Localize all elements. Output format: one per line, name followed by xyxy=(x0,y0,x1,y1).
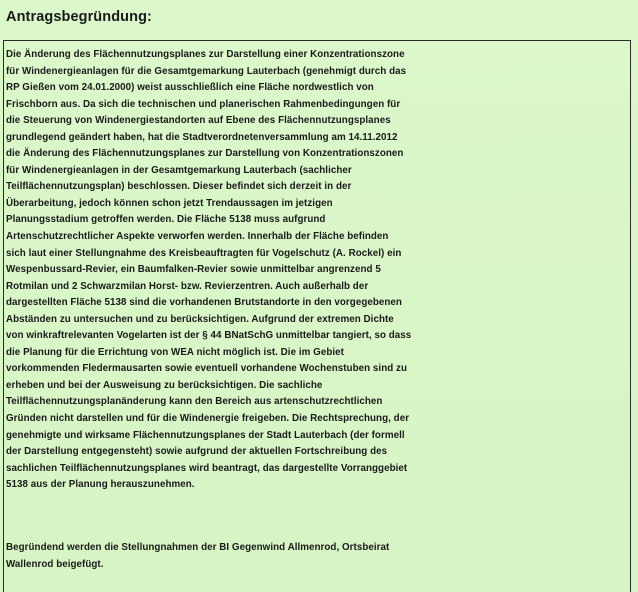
text-line: Teilflächennutzungsplan) beschlossen. Dieser befindet sich derzeit in der xyxy=(6,181,352,193)
text-line: für Windenergieanlagen für die Gesamtgemarkung Lauterbach (genehmigt durch das xyxy=(6,65,407,77)
text-line: Die Änderung des Flächennutzungsplanes zur Darstellung einer Konzentrationszone xyxy=(6,49,405,60)
text-line: Abständen zu untersuchen und zu berücksichtigen. Aufgrund der extremen Dichte xyxy=(6,313,394,325)
text-line: Wespenbussard-Revier, ein Baumfalken-Revier sowie unmittelbar angrenzend 5 xyxy=(6,264,381,276)
text-line: die Planung für die Errichtung von WEA nicht möglich ist. Die im Gebiet xyxy=(6,346,344,358)
text-line: die Änderung des Flächennutzungsplanes zur Darstellung von Konzentrationszonen xyxy=(6,148,404,160)
text-line: Teilflächennutzungsplanänderung kann den Bereich aus artenschutzrechtlichen xyxy=(6,396,383,408)
text-line: dargestellten Fläche 5138 sind die vorhandenen Brutstandorte in den vorgegebenen xyxy=(6,297,402,309)
text-line: Überarbeitung, jedoch können schon jetzt Trendaussagen im jetzigen xyxy=(6,197,333,209)
closing-text xyxy=(6,540,632,573)
text-line: 5138 aus der Planung herauszunehmen. xyxy=(6,479,195,491)
text-line: RP Gießen vom 24.01.2000) weist ausschließlich eine Fläche nordwestlich von xyxy=(6,82,374,94)
text-line: Planungsstadium getroffen werden. Die Fläche 5138 muss aufgrund xyxy=(6,214,326,226)
closing-line: Wallenrod beigefügt. xyxy=(6,558,104,570)
text-line: sachlichen Teilflächennutzungsplanes wird beantragt, das dargestellte Vorranggebiet xyxy=(6,462,408,474)
section-heading: Antragsbegründung: xyxy=(6,9,152,25)
text-line: von winkraftrelevanten Vogelarten ist der § 44 BNatSchG unmittelbar tangiert, so dass xyxy=(6,330,412,342)
text-line: Rotmilan und 2 Schwarzmilan Horst- bzw. Revierzentren. Auch außerhalb der xyxy=(6,280,369,292)
text-line: erheben und bei der Ausweisung zu berücksichtigen. Die sachliche xyxy=(6,379,323,391)
text-line: grundlegend geändert haben, hat die Stadtverordnetenversammlung am 14.11.2012 xyxy=(6,131,398,143)
text-line: sich laut einer Stellungnahme des Kreisbeauftragten für Vogelschutz (A. Rockel) ein xyxy=(6,247,402,259)
text-line: Gründen nicht darstellen und für die Windenergie freigeben. Die Rechtsprechung, der xyxy=(6,413,410,425)
text-line: die Steuerung von Windenergiestandorten auf Ebene des Flächennutzungsplanes xyxy=(6,115,391,127)
text-line: der Darstellung entgegensteht) sowie aufgrund der aktuellen Fortschreibung des xyxy=(6,446,388,458)
text-line: vorkommenden Fledermausarten sowie eventuell vorhandene Wochenstuben sind zu xyxy=(6,363,408,375)
text-line: genehmigte und wirksame Flächennutzungsplanes der Stadt Lauterbach (der formell xyxy=(6,429,405,441)
text-line: für Windenergieanlagen in der Gesamtgemarkung Lauterbach (sachlicher xyxy=(6,164,352,176)
text-line: Artenschutzrechtlicher Aspekte verworfen werden. Innerhalb der Fläche befinden xyxy=(6,231,389,243)
text-line: Frischborn aus. Da sich die technischen und planerischen Rahmenbedingungen für xyxy=(6,98,401,110)
closing-line: Begründend werden die Stellungnahmen der BI Gegenwind Allmenrod, Ortsbeirat xyxy=(6,542,390,553)
justification-text xyxy=(6,47,632,494)
